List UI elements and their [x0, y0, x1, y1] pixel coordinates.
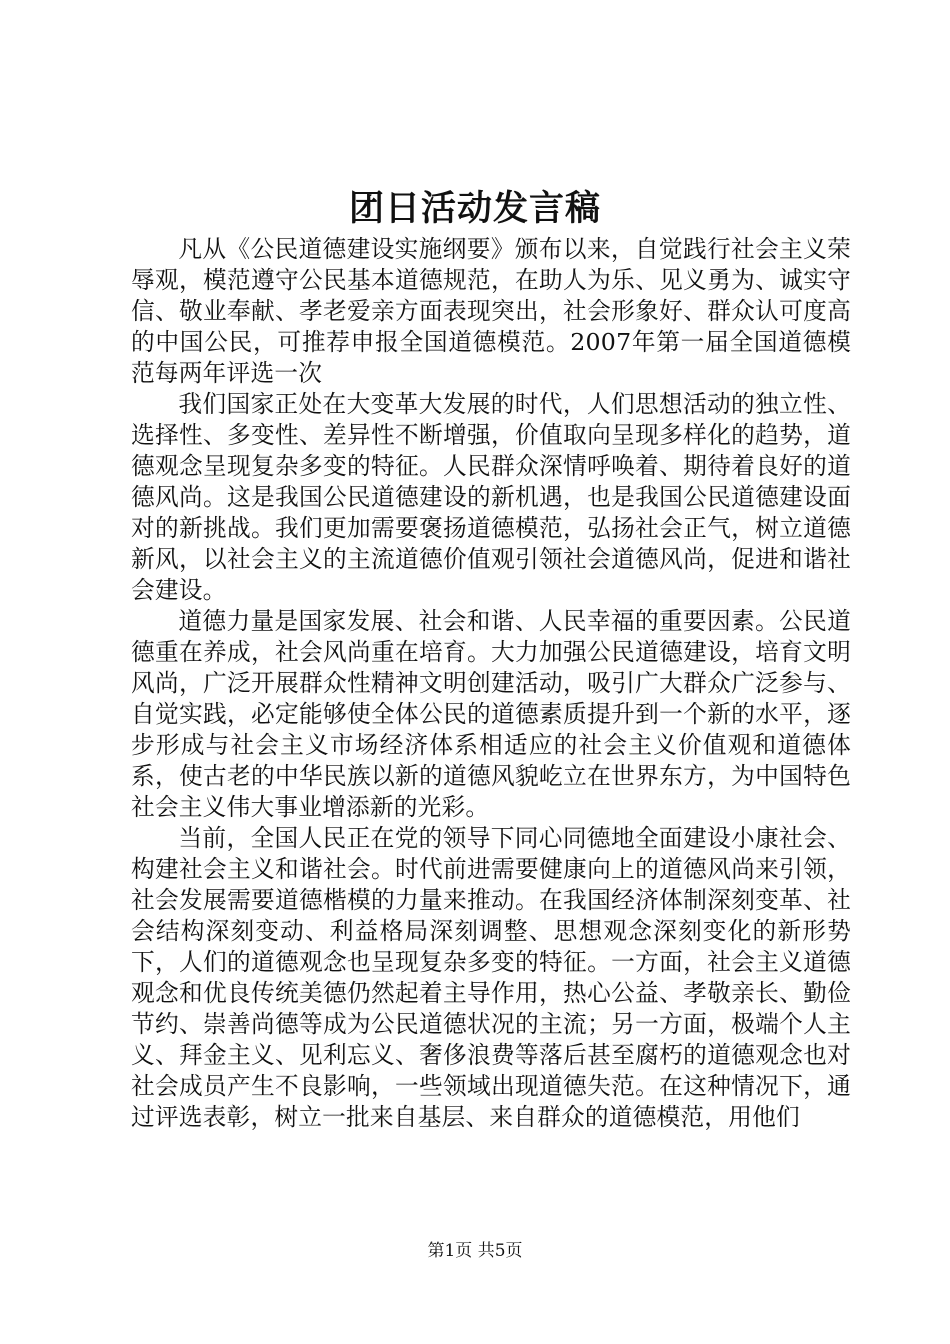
page-footer: 第1页 共5页 [427, 1241, 523, 1261]
paragraph-3: 道德力量是国家发展、社会和谐、人民幸福的重要因素。公民道德重在养成，社会风尚重在培育。大力加强公民道德建设，培育文明风尚，广泛开展群众性精神文明创建活动，吸引广大群众广泛参与、自觉实践，必定能够使全体公民的道德素质提升到一个新的水平，逐步形成与社会主义市场经济体系相适应的社会主义价值观和道德体系，使古老的中华民族以新的道德风貌屹立在世界东方，为中国特色社会主义伟大事业增添新的光彩。 [131, 607, 851, 821]
paragraph-1: 凡从《公民道德建设实施纲要》颁布以来，自觉践行社会主义荣辱观，模范遵守公民基本道德规范，在助人为乐、见义勇为、诚实守信、敬业奉献、孝老爱亲方面表现突出，社会形象好、群众认可度高的中国公民，可推荐申报全国道德模范。2007年第一届全国道德模范每两年评选一次 [131, 235, 851, 387]
document-body [131, 234, 851, 1133]
paragraph-4: 当前，全国人民正在党的领导下同心同德地全面建设小康社会、构建社会主义和谐社会。时代前进需要健康向上的道德风尚来引领，社会发展需要道德楷模的力量来推动。在我国经济体制深刻变革、社会结构深刻变动、利益格局深刻调整、思想观念深刻变化的新形势下，人们的道德观念也呈现复杂多变的特征。一方面，社会主义道德观念和优良传统美德仍然起着主导作用，热心公益、孝敬亲长、勤俭节约、崇善尚德等成为公民道德状况的主流；另一方面，极端个人主义、拜金主义、见利忘义、奢侈浪费等落后甚至腐朽的道德观念也对社会成员产生不良影响，一些领域出现道德失范。在这种情况下，通过评选表彰，树立一批来自基层、来自群众的道德模范，用他们 [131, 824, 851, 1131]
document-title: 团日活动发言稿 [348, 188, 601, 229]
paragraph-2: 我们国家正处在大变革大发展的时代，人们思想活动的独立性、选择性、多变性、差异性不断增强，价值取向呈现多样化的趋势，道德观念呈现复杂多变的特征。人民群众深情呼唤着、期待着良好的道德风尚。这是我国公民道德建设的新机遇，也是我国公民道德建设面对的新挑战。我们更加需要褒扬道德模范，弘扬社会正气，树立道德新风，以社会主义的主流道德价值观引领社会道德风尚，促进和谐社会建设。 [131, 390, 851, 604]
